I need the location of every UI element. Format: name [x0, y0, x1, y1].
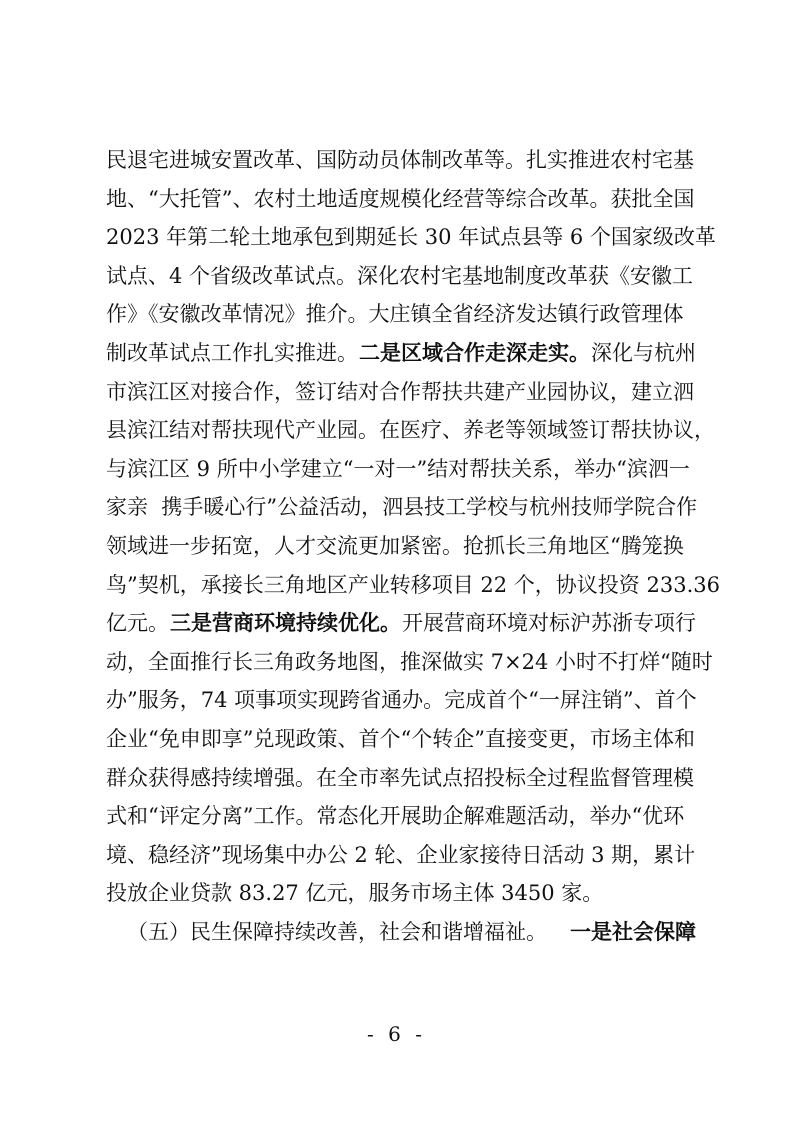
- bold-heading-text: 一是社会保障: [570, 919, 696, 944]
- bold-heading-text: 三是营商环境持续优化。: [170, 611, 401, 636]
- text-line: [106, 257, 696, 296]
- body-text: 境、稳经济”现场集中办公 2 轮、企业家接待日活动 3 期，累计: [106, 842, 696, 867]
- body-text: 民退宅进城安置改革、国防动员体制改革等。扎实推进农村宅基: [106, 148, 694, 172]
- text-line: [106, 604, 696, 643]
- text-line: [106, 720, 696, 759]
- text-line: [106, 527, 696, 566]
- body-text: 企业“免申即享”兑现政策、首个“个转企”直接变更，市场主体和: [106, 726, 695, 751]
- body-text: 式和“评定分离”工作。常态化开展助企解难题活动，举办“优环: [106, 804, 685, 829]
- body-text: 地、“大托管”、农村土地适度规模化经营等综合改革。获批全国: [106, 186, 695, 211]
- text-line: [106, 450, 696, 489]
- body-text: 家亲 携手暖心行”公益活动，泗县技工学校与杭州技师学院合作: [106, 495, 698, 520]
- body-text: 与滨江区 9 所中小学建立“一对一”结对帮扶关系，举办“滨泗一: [106, 456, 690, 481]
- text-line: [106, 141, 696, 180]
- text-line: [106, 180, 696, 219]
- text-line: [106, 836, 696, 875]
- body-text: 鸟”契机，承接长三角地区产业转移项目 22 个，协议投资 233.36: [106, 572, 720, 597]
- body-text: 深化与杭州: [591, 340, 696, 365]
- text-line: [106, 759, 696, 798]
- body-text: 办”服务，74 项事项实现跨省通办。完成首个“一屏注销”、首个: [106, 688, 697, 713]
- text-line: [106, 488, 696, 527]
- body-text: 开展营商环境对标沪苏浙专项行: [402, 611, 696, 636]
- body-text: 亿元。: [106, 611, 169, 636]
- text-line: [106, 334, 696, 373]
- bold-heading-text: 二是区域合作走深走实。: [359, 340, 590, 365]
- body-text: 群众获得感持续增强。在全市率先试点招投标全过程监督管理模: [106, 765, 694, 790]
- text-line: [106, 874, 696, 913]
- body-text: （五）民生保障持续改善，社会和谐增福祉。: [127, 919, 547, 944]
- body-text: 作》《安徽改革情况》推介。大庄镇全省经济发达镇行政管理体: [106, 302, 684, 327]
- text-line: [106, 218, 716, 257]
- text-line: [106, 681, 696, 720]
- body-text: 投放企业贷款 83.27 亿元，服务市场主体 3450 家。: [106, 881, 604, 906]
- body-text: 2023 年第二轮土地承包到期延长 30 年试点县等 6 个国家级改革: [106, 225, 716, 250]
- body-text: 制改革试点工作扎实推进。: [106, 340, 358, 365]
- text-line: [106, 295, 696, 334]
- text-line: [106, 797, 696, 836]
- text-line: [106, 643, 713, 682]
- body-text: 市滨江区对接合作，签订结对合作帮扶共建产业园协议，建立泗: [106, 379, 694, 404]
- page-number: - 6 -: [367, 1022, 426, 1046]
- text-line: [106, 373, 696, 412]
- body-text: 试点、4 个省级改革试点。深化农村宅基地制度改革获《安徽工: [106, 263, 694, 288]
- body-text: 领域进一步拓宽，人才交流更加紧密。抢抓长三角地区“腾笼换: [106, 533, 684, 558]
- text-line: [106, 566, 720, 605]
- body-text: 县滨江结对帮扶现代产业园。在医疗、养老等领域签订帮扶协议，: [106, 418, 715, 443]
- body-paragraphs: [106, 141, 720, 951]
- text-line: [106, 411, 715, 450]
- text-line: [106, 913, 696, 952]
- body-text: 动，全面推行长三角政务地图，推深做实 7×24 小时不打烊“随时: [106, 649, 713, 674]
